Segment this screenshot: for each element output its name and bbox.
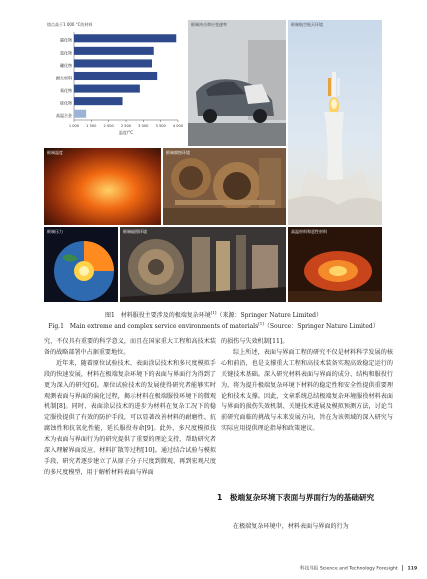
x-tick-label-3: 2 500: [120, 124, 132, 128]
section-text: [221, 522, 393, 533]
melting-point-chart-panel: [44, 20, 186, 146]
radiation-photo: [120, 227, 286, 302]
x-tick-label-6: 4 000: [172, 124, 184, 128]
crash-label: 极端冲击和应变速率: [191, 22, 227, 27]
figure-caption-cn: [0, 310, 427, 319]
category-label-1: 氮化物: [60, 50, 72, 56]
category-label-3: 耐火材料: [56, 75, 72, 81]
caption-cn-ref: [1]: [210, 310, 217, 315]
x-tick-label-2: 2 000: [103, 124, 114, 128]
corrosion-photo: [163, 148, 286, 225]
temperature-photo: [44, 148, 161, 225]
page-number: 119: [407, 566, 418, 572]
right-paragraph-top: 的损伤与失效机制[11]。: [221, 338, 289, 345]
category-label-4: 氧化物: [60, 87, 72, 93]
right-paragraph-summary: 综上所述，表面与界面工程的研究不仅是材料科学发展的核心和前沿，也是支撑重大工程和高技术装备实现高效稳定运行的关键技术基础。深入研究材料表面与界面的成分、结构和服役行为，将为提升极端复杂环境下材料的稳定性和安全性提供重要理论和技术支撑。因此，文章系统总结极端复杂环境服役材料表面与界面的损伤失效机制、关键技术进展及模拟预测方法，讨论当前研究面临的挑战与未来发展方向，旨在为该领域的深入研究与实际应用提供理论指导和政策建议。: [221, 348, 393, 433]
bar-2: [74, 59, 152, 67]
x-tick-label-1: 1 500: [86, 124, 97, 128]
bar-3: [74, 72, 157, 80]
pressure-label: 极端压力: [47, 229, 63, 234]
crash-photo: [188, 20, 286, 146]
journal-name: 科技导报 Science and Technology Foresight: [300, 566, 398, 572]
page-footer: [300, 565, 417, 572]
category-label-2: 硼化物: [60, 62, 72, 68]
bar-6: [74, 110, 86, 118]
bar-1: [74, 47, 154, 55]
caption-en-text: Fig.1 Main extreme and complex service environments of materials: [48, 323, 259, 330]
category-label-0: 碳化物: [60, 37, 72, 43]
radiation-label: 极端辐照环境: [123, 229, 147, 234]
category-label-6: 高温合金: [56, 113, 72, 119]
hightemp-label: 高温材料和恶性材料: [291, 229, 327, 234]
bar-4: [74, 85, 140, 93]
chart-title: 熔点高于1 000 °C的材料: [47, 22, 93, 27]
bar-0: [74, 34, 176, 42]
corrosion-label: 极端腐蚀环境: [166, 150, 190, 155]
bar-5: [74, 97, 123, 105]
x-tick-label-5: 3 500: [155, 124, 166, 128]
melting-point-bar-chart: [44, 20, 186, 146]
caption-cn-text: 图1 材料服役主要涉及的极端复杂环境: [104, 312, 211, 319]
caption-en-source: （Source：Springer Nature Limited）: [263, 323, 379, 330]
caption-en-ref: [1]: [258, 321, 264, 326]
caption-cn-source: （来源：Springer Nature Limited）: [216, 312, 322, 319]
pressure-photo: [44, 227, 118, 302]
left-paragraph-2: 近年来，随着原位试验技术、表面涂层技术和多尺度模拟手段的快速发展，材料在极端复杂环境下的表面与界面行为得到了更为深入的研究[6]。原位试验技术的发展使得研究者能够实时观测表面与界面的演化过程，揭示材料在极端服役环境下的微观机制[8]。同时，表面涂层技术的进步为材料在复杂工况下的稳定服役提供了有效的防护手段，可以显著改善材料的耐磨性、抗腐蚀性和抗氧化性能，延长服役寿命[9]。此外，多尺度模拟技术为表面与界面行为的研究提供了重要的理论支持，帮助研究者深入理解界面反应、材料扩散等过程[10]。通过结合试验与模拟手段，研究者逐步建立了从原子分子尺度到微观、再到宏观尺度的多尺度模型，用于解析材料表面与界面: [44, 359, 216, 476]
section-heading: 1 极端复杂环境下表面与界面行为的基础研究: [217, 493, 375, 502]
figure-caption-en: [0, 321, 427, 330]
temperature-label: 极端温度: [47, 150, 63, 155]
launch-photo: [288, 20, 382, 225]
launch-label: 极端航空航天环境: [291, 22, 323, 27]
section-paragraph: 在极端复杂环境中，材料表面与界面的行为: [233, 523, 349, 530]
right-column: [221, 337, 393, 435]
category-label-5: 硅化物: [60, 100, 72, 106]
x-tick-label-0: 1 000: [68, 124, 80, 128]
x-axis-label: 温度/°C: [118, 130, 134, 135]
x-tick-label-4: 3 000: [138, 124, 149, 128]
left-column: [44, 337, 216, 479]
left-paragraph-1: 究，不仅具有重要的科学意义，而且在国家重大工程和高技术装备的战略部署中占据重要地位。: [44, 338, 216, 356]
hightemp-photo: [288, 227, 382, 302]
